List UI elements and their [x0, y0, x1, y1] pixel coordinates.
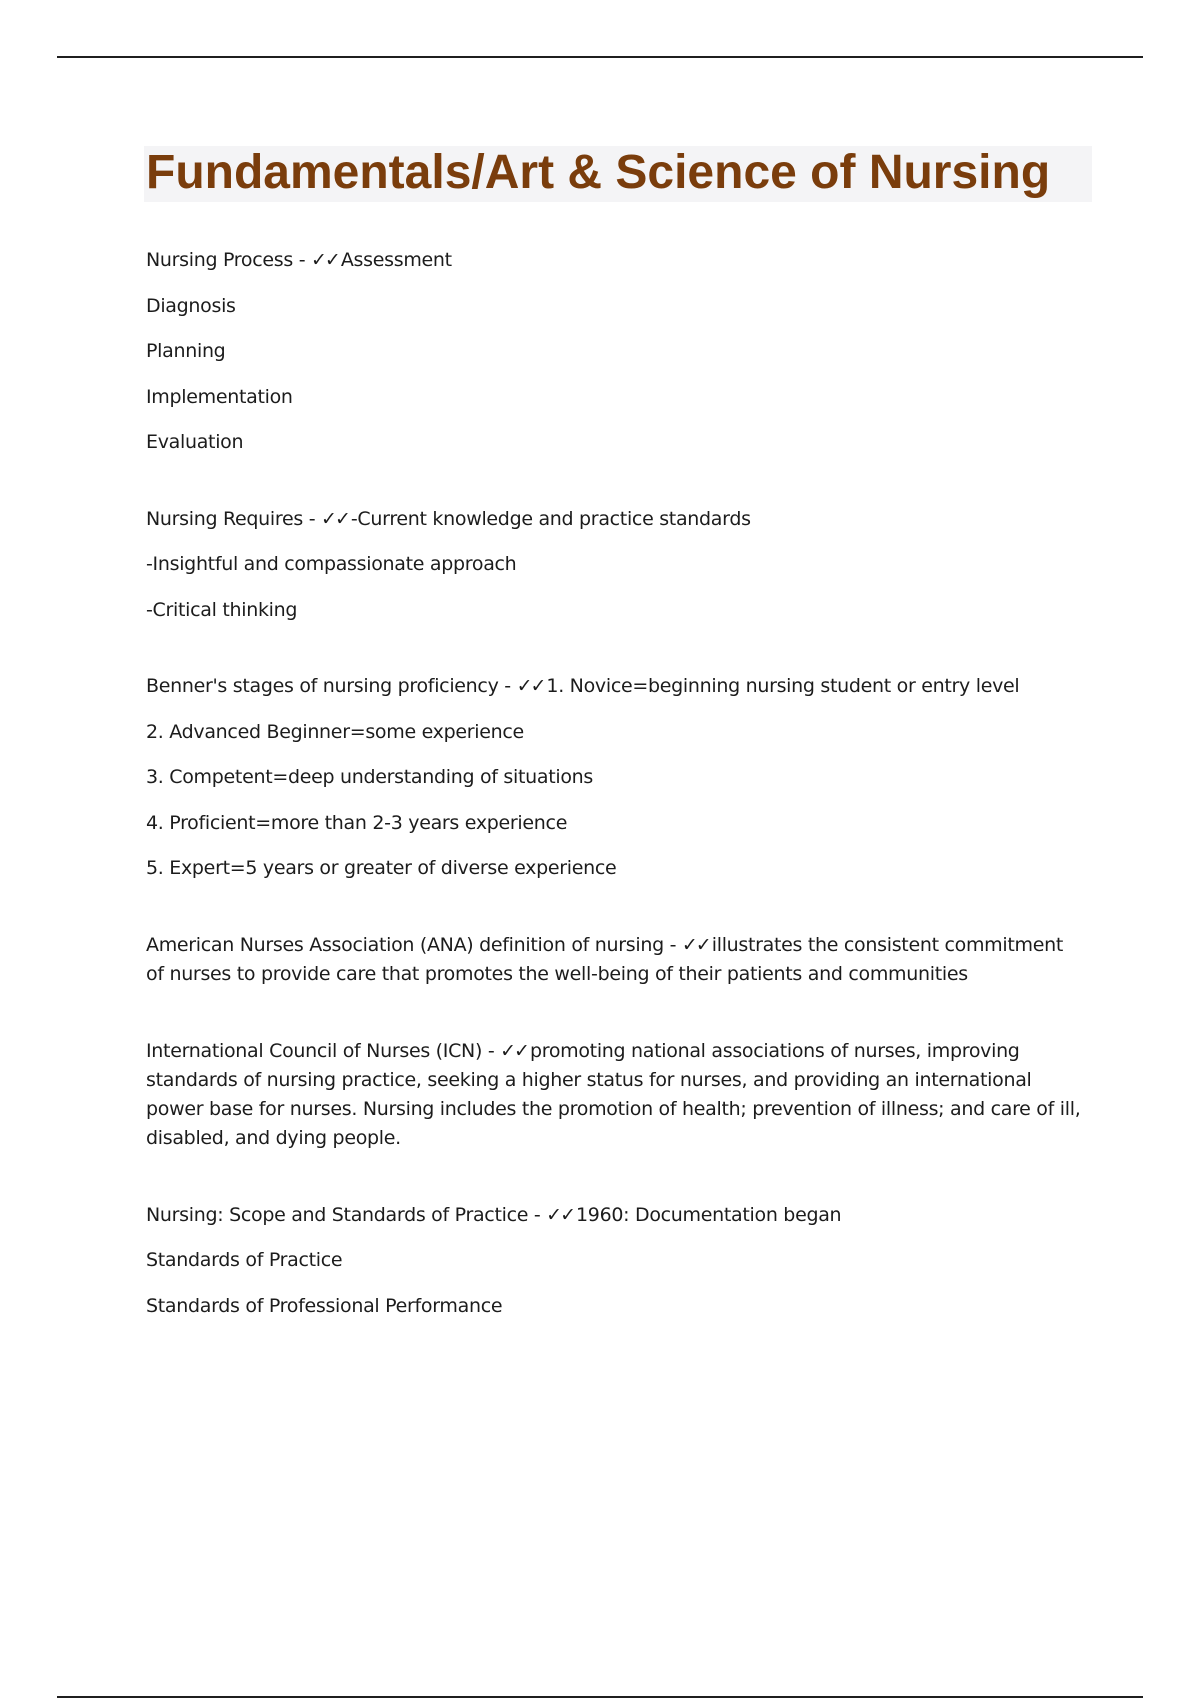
- flashcard-question: [146, 505, 1086, 551]
- double-check-icon: ✓✓: [546, 1203, 574, 1226]
- flashcard-nursing-process: [146, 246, 1086, 457]
- answer-line: 3. Competent=deep understanding of situations: [146, 766, 594, 788]
- double-check-icon: ✓✓: [500, 1039, 528, 1062]
- answer-line: Evaluation: [146, 431, 244, 453]
- flashcard-scope-standards: [146, 1201, 1086, 1321]
- answer-line: 4. Proficient=more than 2-3 years experience: [146, 811, 568, 834]
- flashcard-question: [146, 672, 1086, 718]
- flashcard-ana-definition: [146, 931, 1086, 989]
- flashcard-term: Benner's stages of nursing proficiency -: [146, 675, 517, 697]
- flashcard-question: [146, 246, 1086, 292]
- flashcard-question: [146, 1201, 1086, 1247]
- flashcard-answer: -Current knowledge and practice standards: [350, 507, 751, 530]
- flashcard-term: Nursing Process -: [146, 249, 311, 271]
- answer-line: 5. Expert=5 years or greater of diverse experience: [146, 857, 617, 879]
- footer-rule: [57, 1696, 1143, 1698]
- flashcard-term: American Nurses Association (ANA) definition of nursing -: [146, 933, 682, 956]
- answer-line: -Insightful and compassionate approach: [146, 553, 517, 575]
- flashcard-question: [146, 931, 1086, 989]
- flashcard-answer: illustrates the consistent commitment of nurses to provide care that promotes the well-being of their patients and communities: [146, 933, 1063, 985]
- answer-line: 2. Advanced Beginner=some experience: [146, 720, 524, 743]
- flashcard-term: Nursing: Scope and Standards of Practice -: [146, 1203, 547, 1226]
- double-check-icon: ✓✓: [321, 507, 349, 530]
- flashcard-list: [146, 246, 1086, 1368]
- answer-line: Implementation: [146, 385, 293, 408]
- flashcard-icn: [146, 1037, 1086, 1153]
- flashcard-term: Nursing Requires -: [146, 507, 322, 530]
- flashcard-question: [146, 1037, 1086, 1153]
- flashcard-nursing-requires: [146, 505, 1086, 625]
- double-check-icon: ✓✓: [681, 933, 710, 956]
- answer-line: Planning: [146, 340, 226, 362]
- flashcard-answer: Assessment: [340, 249, 452, 271]
- flashcard-answer: promoting national associations of nurses, improving standards of nursing practice, seeking a higher status for nurses, and providing an international power base for nurses. Nursing includes the promotion of health; prevention of illness; and care of ill, disabled, and dying people.: [146, 1039, 1081, 1149]
- header-rule: [57, 56, 1143, 58]
- answer-line: -Critical thinking: [146, 598, 298, 621]
- flashcard-answer: 1960: Documentation began: [576, 1203, 842, 1226]
- answer-line: Standards of Practice: [146, 1249, 343, 1271]
- answer-line: Standards of Professional Performance: [146, 1294, 503, 1317]
- flashcard-answer: 1. Novice=beginning nursing student or entry level: [546, 675, 1020, 697]
- document-title: Fundamentals/Art & Science of Nursing: [146, 146, 1051, 199]
- double-check-icon: ✓✓: [311, 249, 339, 271]
- answer-line: Diagnosis: [146, 294, 236, 317]
- flashcard-term: International Council of Nurses (ICN) -: [146, 1039, 501, 1062]
- flashcard-benner-stages: [146, 672, 1086, 883]
- double-check-icon: ✓✓: [516, 675, 545, 697]
